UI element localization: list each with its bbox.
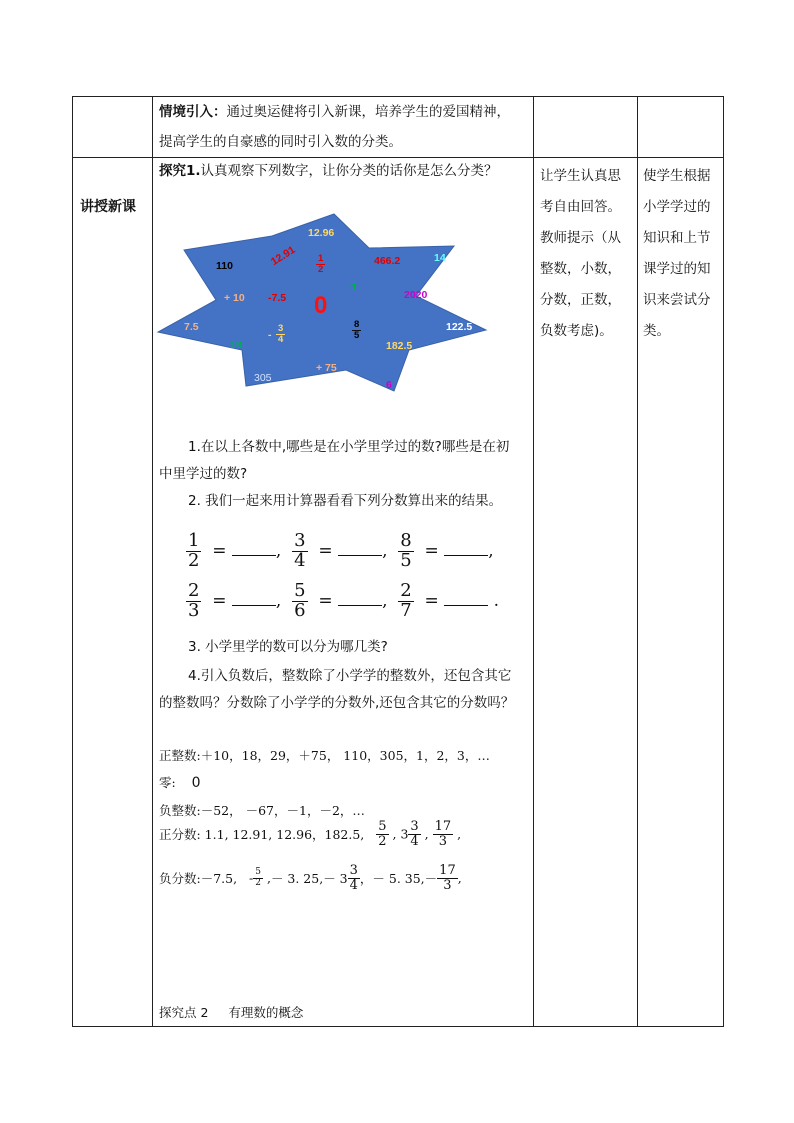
intro-cell	[153, 97, 534, 158]
intro-text-line2: 提高学生的自豪感的同时引入数的分类。	[159, 134, 402, 150]
zero-line	[159, 773, 201, 791]
neg-frac-1: $\frac{5}{2}$	[255, 867, 261, 888]
pos-frac-1: $\frac{5}{2}$	[378, 819, 387, 849]
intro-teacher-cell	[534, 97, 638, 158]
star-num-466.2: 466.2	[374, 255, 401, 267]
fraction-6: $\frac{2}{7}$	[400, 580, 412, 621]
fraction-row-2: $\frac{2}{3}$ = , $\frac{5}{6}$ = , $\frac{2}{7}$ = .	[188, 580, 500, 621]
answer-blank[interactable]	[444, 543, 488, 556]
answer-blank[interactable]	[444, 593, 488, 606]
intent-line: 课学过的知	[643, 261, 711, 277]
star-num-34	[276, 324, 285, 345]
neg-frac-2: $\frac{3}{4}$	[349, 863, 358, 893]
star-num-305: 305	[254, 372, 272, 384]
teacher-line: 负数考虑)。	[540, 323, 613, 339]
explore1-heading	[159, 156, 498, 186]
question-1-line2: 中里学过的数?	[159, 466, 248, 482]
explore2-text: 有理数的概念	[228, 1005, 304, 1020]
intro-left-cell	[73, 97, 153, 158]
negative-integers: 负整数:－52， －67，－1，－2，…	[159, 803, 365, 818]
positive-fractions: 正分数: 1.1, 12.91, 12.96，182.5, $\frac{5}{2}$ , 3 $\frac{3}{4}$ , $\frac{17}{3}$ ,	[159, 819, 462, 849]
star-num-12.96: 12.96	[308, 227, 335, 239]
positive-integers: 正整数:＋10，18，29，＋75， 110，305，1，2，3，…	[159, 748, 490, 763]
question-3: 3. 小学里学的数可以分为哪几类?	[188, 639, 388, 655]
answer-blank[interactable]	[232, 543, 276, 556]
neg-frac-mid: － 3. 25,－ 3	[270, 871, 348, 887]
star-num-182.5: 182.5	[386, 340, 413, 352]
star-num-plus10: + 10	[224, 292, 245, 304]
star-num-half	[316, 254, 325, 275]
pos-frac-label: 正分数: 1.1, 12.91, 12.96，182.5,	[159, 827, 365, 843]
fraction-row-1: $\frac{1}{2}$ = , $\frac{3}{4}$ = , $\frac{8}{5}$ = ,	[188, 530, 494, 571]
intent-line: 小学学过的	[643, 199, 711, 215]
section-label: 讲授新课	[80, 199, 136, 215]
star-85-num: 8	[354, 319, 360, 330]
star-34-num: 3	[278, 323, 284, 334]
star-34-den: 4	[278, 333, 284, 345]
star-num-18: 18	[230, 339, 242, 351]
fraction-5: $\frac{5}{6}$	[294, 580, 306, 621]
answer-blank[interactable]	[338, 543, 382, 556]
answer-blank[interactable]	[232, 593, 276, 606]
intent-line: 识来尝试分	[643, 292, 711, 308]
question-2: 2. 我们一起来用计算器看看下列分数算出来的结果。	[188, 493, 503, 509]
explore1-text: 认真观察下列数字，让你分类的话你是怎么分类？	[200, 163, 498, 179]
fraction-2: $\frac{3}{4}$	[294, 530, 306, 571]
negative-fractions: 负分数:－7.5, - $\frac{5}{2}$ ,－ 3. 25,－ 3 $\frac{3}{4}$ ，－ 5. 35,－ $\frac{17}{3}$ ,	[159, 863, 462, 893]
star-num-110: 110	[216, 260, 233, 272]
explore2-label: 探究点 2	[159, 1005, 209, 1020]
star-num-6: 6	[386, 379, 392, 391]
teacher-line: 分数，正数，	[540, 292, 621, 308]
question-4-line1: 4.引入负数后，整数除了小学学的整数外，还包含其它	[188, 668, 512, 684]
star-half-den: 2	[318, 263, 324, 275]
star-half-num: 1	[318, 253, 324, 264]
intent-line: 类。	[643, 323, 670, 339]
fraction-4: $\frac{2}{3}$	[188, 580, 200, 621]
zero-value: 0	[191, 775, 201, 791]
star-num-7.5: 7.5	[184, 321, 199, 333]
star-num-14: 14	[434, 252, 446, 264]
star-num-plus75: + 75	[316, 362, 337, 374]
fraction-1: $\frac{1}{2}$	[188, 530, 200, 571]
intent-line: 使学生根据	[643, 168, 711, 184]
star-num-122.5: 122.5	[446, 321, 473, 333]
pos-frac-3: $\frac{17}{3}$	[434, 819, 452, 849]
answer-blank[interactable]	[338, 593, 382, 606]
star-num-neg1: -1	[348, 281, 358, 293]
neg-frac-3: $\frac{17}{3}$	[439, 863, 456, 893]
star-num-neg7.5: -7.5	[268, 292, 287, 304]
star-numbers	[156, 210, 488, 392]
neg-frac-label: 负分数:－7.5,	[159, 871, 238, 887]
section-label-cell	[73, 158, 153, 1027]
intro-intent-cell	[638, 97, 724, 158]
teacher-line: 考自由回答。	[540, 199, 621, 215]
explore2-heading	[159, 1003, 303, 1021]
intro-label: 情境引入：	[159, 104, 227, 120]
star-num-neg34-sign: -	[268, 329, 272, 341]
teacher-line: 让学生认真思	[540, 168, 621, 184]
zero-label: 零:	[159, 775, 176, 790]
question-4-line2: 的整数吗？分数除了小学学的分数外,还包含其它的分数吗？	[159, 695, 515, 711]
star-85-den: 5	[354, 329, 360, 341]
pos-frac-2: $\frac{3}{4}$	[410, 819, 419, 849]
intent-line: 知识和上节	[643, 230, 711, 246]
fraction-3: $\frac{8}{5}$	[400, 530, 412, 571]
star-num-zero: 0	[314, 292, 328, 319]
explore1-prefix: 探究	[159, 163, 186, 179]
star-num-12.91: 12.91	[268, 243, 298, 269]
explore1-num: 1.	[186, 163, 201, 179]
design-intent	[643, 161, 723, 347]
teacher-guidance	[540, 161, 640, 347]
pos-frac-2-whole: 3	[400, 826, 409, 842]
neg-frac-mid2: ，－ 5. 35,－	[359, 871, 438, 887]
teacher-line: 整数，小数，	[540, 261, 621, 277]
star-num-2020: 2020	[404, 289, 428, 301]
intro-text: 通过奥运健将引入新课，培养学生的爱国精神，	[226, 104, 510, 120]
star-num-85	[352, 320, 361, 341]
teacher-line: 教师提示（从	[540, 230, 621, 246]
question-1-line1: 1.在以上各数中,哪些是在小学里学过的数?哪些是在初	[188, 439, 510, 455]
